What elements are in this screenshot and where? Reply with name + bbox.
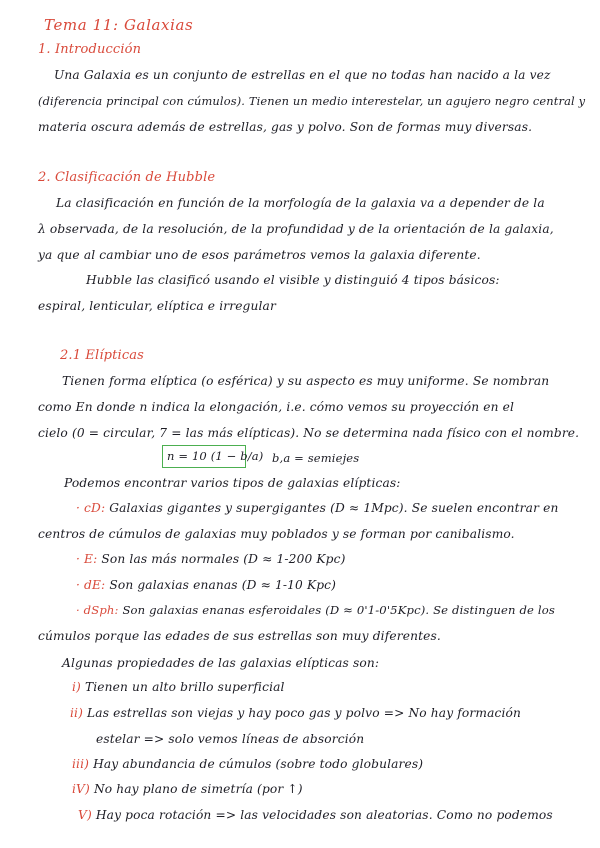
formula-text: n = 10 (1 − b/a) bbox=[167, 449, 264, 463]
paragraph-line: Podemos encontrar varios tipos de galaxias elípticas: bbox=[64, 476, 401, 490]
paragraph-line: (diferencia principal con cúmulos). Tienen un medio interestelar, un agujero negro central y bbox=[38, 94, 586, 108]
property-item-2 bbox=[70, 706, 521, 720]
list-item-type-e bbox=[76, 552, 346, 566]
property-text: Hay poca rotación => las velocidades son aleatorias. Como no podemos bbox=[95, 808, 553, 822]
list-item-prefix: · dE: bbox=[76, 578, 106, 592]
paragraph-line: cielo (0 = circular, 7 = las más elípticas). No se determina nada físico con el nombre. bbox=[38, 426, 580, 440]
list-item-prefix: · cD: bbox=[76, 501, 106, 515]
paragraph-line: como En donde n indica la elongación, i.e. cómo vemos su proyección en el bbox=[38, 400, 515, 414]
paragraph-line: materia oscura además de estrellas, gas y polvo. Son de formas muy diversas. bbox=[38, 120, 533, 134]
paragraph-line: Hubble las clasificó usando el visible y distinguió 4 tipos básicos: bbox=[86, 273, 500, 287]
property-number: i) bbox=[72, 680, 81, 694]
property-continuation: estelar => solo vemos líneas de absorción bbox=[96, 732, 365, 746]
list-item-type-cd bbox=[76, 501, 558, 515]
paragraph-line: λ observada, de la resolución, de la profundidad y de la orientación de la galaxia, bbox=[38, 222, 554, 236]
list-item-prefix: · dSph: bbox=[76, 603, 119, 617]
property-item-3 bbox=[72, 757, 423, 771]
property-number: iV) bbox=[72, 782, 90, 796]
section-heading-elipticas: 2.1 Elípticas bbox=[60, 348, 144, 363]
list-item-type-dsph bbox=[76, 603, 555, 617]
property-item-5 bbox=[78, 808, 553, 822]
property-text: Las estrellas son viejas y hay poco gas y polvo => No hay formación bbox=[87, 706, 522, 720]
list-item-text: Son galaxias enanas esferoidales (D ≈ 0'1-0'5Kpc). Se distinguen de los bbox=[122, 603, 555, 617]
property-number: iii) bbox=[72, 757, 90, 771]
list-item-prefix: · E: bbox=[76, 552, 98, 566]
list-item-continuation: centros de cúmulos de galaxias muy poblados y se forman por canibalismo. bbox=[38, 527, 515, 541]
section-heading-clasificacion: 2. Clasificación de Hubble bbox=[38, 170, 216, 185]
section-heading-introduccion: 1. Introducción bbox=[38, 42, 142, 57]
list-item-continuation: cúmulos porque las edades de sus estrellas son muy diferentes. bbox=[38, 629, 441, 643]
property-number: V) bbox=[78, 808, 92, 822]
property-text: Tienen un alto brillo superficial bbox=[84, 680, 285, 694]
property-item-1 bbox=[72, 680, 285, 694]
paragraph-line: Tienen forma elíptica (o esférica) y su aspecto es muy uniforme. Se nombran bbox=[62, 374, 550, 388]
list-item-type-de bbox=[76, 578, 336, 592]
property-text: No hay plano de simetría (por ↑) bbox=[93, 782, 303, 796]
paragraph-line: Una Galaxia es un conjunto de estrellas en el que no todas han nacido a la vez bbox=[54, 68, 551, 82]
property-item-4 bbox=[72, 782, 303, 796]
property-number: ii) bbox=[70, 706, 84, 720]
list-item-text: Son galaxias enanas (D ≈ 1-10 Kpc) bbox=[109, 578, 337, 592]
page-title: Tema 11: Galaxias bbox=[44, 16, 194, 34]
paragraph-line: La clasificación en función de la morfología de la galaxia va a depender de la bbox=[56, 196, 545, 210]
property-text: Hay abundancia de cúmulos (sobre todo globulares) bbox=[93, 757, 424, 771]
list-item-text: Son las más normales (D ≈ 1-200 Kpc) bbox=[101, 552, 346, 566]
list-item-text: Galaxias gigantes y supergigantes (D ≈ 1Mpc). Se suelen encontrar en bbox=[109, 501, 559, 515]
paragraph-line: Algunas propiedades de las galaxias elípticas son: bbox=[62, 656, 380, 670]
paragraph-line: ya que al cambiar uno de esos parámetros vemos la galaxia diferente. bbox=[38, 248, 481, 262]
paragraph-line: espiral, lenticular, elíptica e irregular bbox=[38, 299, 276, 313]
formula-note: b,a = semiejes bbox=[272, 451, 360, 465]
